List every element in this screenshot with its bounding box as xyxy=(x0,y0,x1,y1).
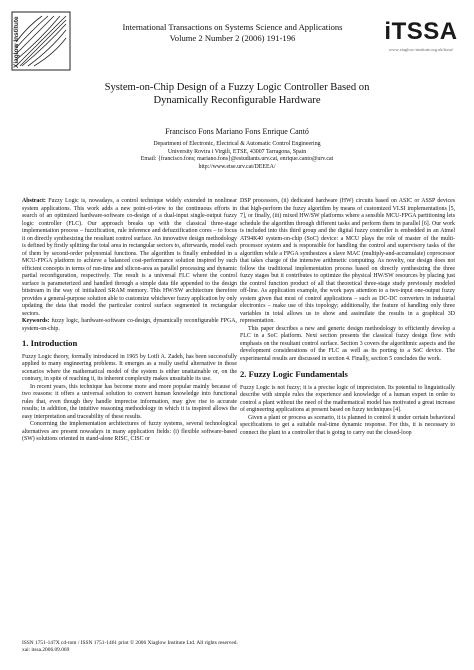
abstract xyxy=(22,198,237,318)
left-column xyxy=(22,198,237,444)
keywords-label: Keywords: xyxy=(22,318,50,325)
section-1-paragraph-3: Concerning the implementation architectures of fuzzy systems, several technological alternatives are present nowadays in many application fields: (i) flexible software-based (SW) solutions oriented in stand-alone RISC, CISC or xyxy=(22,421,237,443)
section-1-heading: 1. Introduction xyxy=(22,338,78,349)
abstract-label: Abstract: xyxy=(22,198,46,204)
affiliation-url: http://www.etse.urv.cat/DEEEA/ xyxy=(198,163,276,170)
paper-authors: Francisco Fons Mariano Fons Enrique Cantó xyxy=(165,127,309,136)
footer-issn: ISSN 1751-147X cd-rom / ISSN 1751-1461 print © 2006 Xiaglow Institute Ltd. All rights reserved. xyxy=(22,640,238,646)
right-paragraph-2: This paper describes a new and generic design methodology to efficiently develop a FLC in a SoC platform. Next section presents the classical fuzzy design flow with emphasis on the resultant control surface. Section 3 covers the algorithmic aspects and the development considerations of the FLC as well as its porting to a SoC device. The experimental results are discussed in section 4. Finally, section 5 concludes the work. xyxy=(240,325,455,362)
right-column xyxy=(240,198,455,437)
itssa-logo xyxy=(378,18,464,52)
section-1-paragraph-1: Fuzzy Logic theory, formally introduced in 1965 by Lotfi A. Zadeh, has been successfully applied to many engineering problems. It emerges as a really useful alternative in those scenarios where the mathematical model of the system is either unattainable or, on the contrary, in spite of reaching it, its inherent complexity makes unsuitable its use. xyxy=(22,353,237,383)
affiliation-address: University Rovira i Virgili, ETSE, 43007 Tarragona, Spain xyxy=(167,148,307,155)
section-2-paragraph-2: Given a plant or process as scenario, it is planned to control it under certain behavioral specifications to get a suitable real-time dynamic response. For this, it is necessary to connect the plant to a controller that is going to carry out the closed-loop xyxy=(240,414,455,436)
section-2-paragraph-1: Fuzzy Logic is not fuzzy; it is a precise logic of imprecision. Its potential to linguistically describe with simple rules the experience and knowledge of a human expert in order to control a plant without the need of the mathematical model has motivated a great increase of engineering applications at present based on fuzzy techniques [4]. xyxy=(240,384,455,414)
keywords-text: fuzzy logic, hardware-software co-design, dynamically reconfigurable FPGA, system-on-chip. xyxy=(22,318,237,332)
itssa-logo-url: www.xiaglow-institute.org.uk/itssa/ xyxy=(388,47,454,52)
author-affiliation xyxy=(60,141,414,171)
paper-title-line-2: Dynamically Reconfigurable Hardware xyxy=(153,94,321,106)
xiaglow-logo-icon xyxy=(10,10,72,72)
journal-name: International Transactions on Systems Science and Applications xyxy=(122,22,343,32)
journal-volume: Volume 2 Number 2 (2006) 191-196 xyxy=(169,32,296,43)
itssa-logo-word: iTSSA xyxy=(384,18,458,45)
keywords xyxy=(22,318,237,333)
abstract-text: Fuzzy Logic is, nowadays, a control technique widely extended in nonlinear system applications. This work adds a new point-of-view to the continuous efforts in search of an optimized hardware-software co-design of a dual-input single-output fuzzy logic controller (FLC). Our approach breaks up with the classical three-stage implementation process – fuzzification, rule inference and defuzzification cores – to focus it on directly synthesizing the resultant control surface. An innovative design methodology is defined by firstly splitting the total area in rectangular sectors to, afterwards, model each of them by second-order polynomial functions. The algorithm is finally embedded in a MCU-FPGA platform to achieve a balanced cost-performance solution inspired by such efficient concepts in terms of run-time and silicon-area as parallel processing and dynamic partial reconfiguration, respectively. The result is a universal FLC where the control surface is parameterized and handled through a simple data file appended to the design bitstream in the way of initialized SRAM memory. This HW/SW architecture therefore provides a general-purpose solution able to customize whichever fuzzy application by only updating the data that model the particular control surface segmented in rectangular sectors. xyxy=(22,198,237,317)
section-2-heading: 2. Fuzzy Logic Fundamentals xyxy=(240,369,348,380)
paper-title-line-1: System-on-Chip Design of a Fuzzy Logic Controller Based on xyxy=(104,82,370,93)
section-1-paragraph-2: In recent years, this technique has become more and more popular mainly because of two reasons: it offers a universal solution to convert human knowledge into functional rules that, even though they handle imprecise information, may give rise to accurate results; in addition, the intuitive reasoning methodology in which it is inspired allows the easy interpretation and traceability of these results. xyxy=(22,383,237,420)
footer-doi: xai: itssa.2006.09.069 xyxy=(22,647,70,653)
xiaglow-logo-text: Xiaglow Institute xyxy=(13,16,20,68)
affiliation-email: Email: {francisco.fons; mariano.fons}@estudiants.urv.cat, enrique.canto@urv.cat xyxy=(140,156,334,163)
paper-title xyxy=(60,82,414,107)
page-footer xyxy=(22,640,238,654)
journal-header xyxy=(90,22,375,43)
right-paragraph-1: DSP processors, (ii) dedicated hardware (HW) circuits based on ASIC or ASSP devices that high-perform the fuzzy algorithm by means of customized VLSI implementations [5, 7], or finally, (iii) mixed HW/SW platforms where a sensible MCU-FPGA partitioning lets schedule the algorithm through different tasks and perform them in parallel [6]. Our work is included into this third group and the digital fuzzy controller is embedded in an Atmel AT94K40 system-on-chip (SoC) device: a MCU plays the role of master of the multi-processor system and is responsible for handling the control and supervisory tasks of the algorithm while a FPGA synthesizes a slave MAC (multiply-and-accumulate) coprocessor that takes charge of the intensive arithmetic computing. As novelty, our design does not follow the traditional implementation process based on directly synthesizing the three fuzzy stages but it contributes to optimize the physical HW/SW resources by placing just the control function product of all that theoretical three-stage study previously modeled off-line. As application example, the work pays attention to a two-input one-output fuzzy system given that most of control applications – such as DC-DC converters in industrial electronics – make use of this topology; additionally, the feature of handling only three variables in total allows us to show and assimilate the results in a graphical 3D representation. xyxy=(240,198,455,325)
affiliation-department: Department of Electronic, Electrical & Automatic Control Engineering xyxy=(153,141,321,147)
